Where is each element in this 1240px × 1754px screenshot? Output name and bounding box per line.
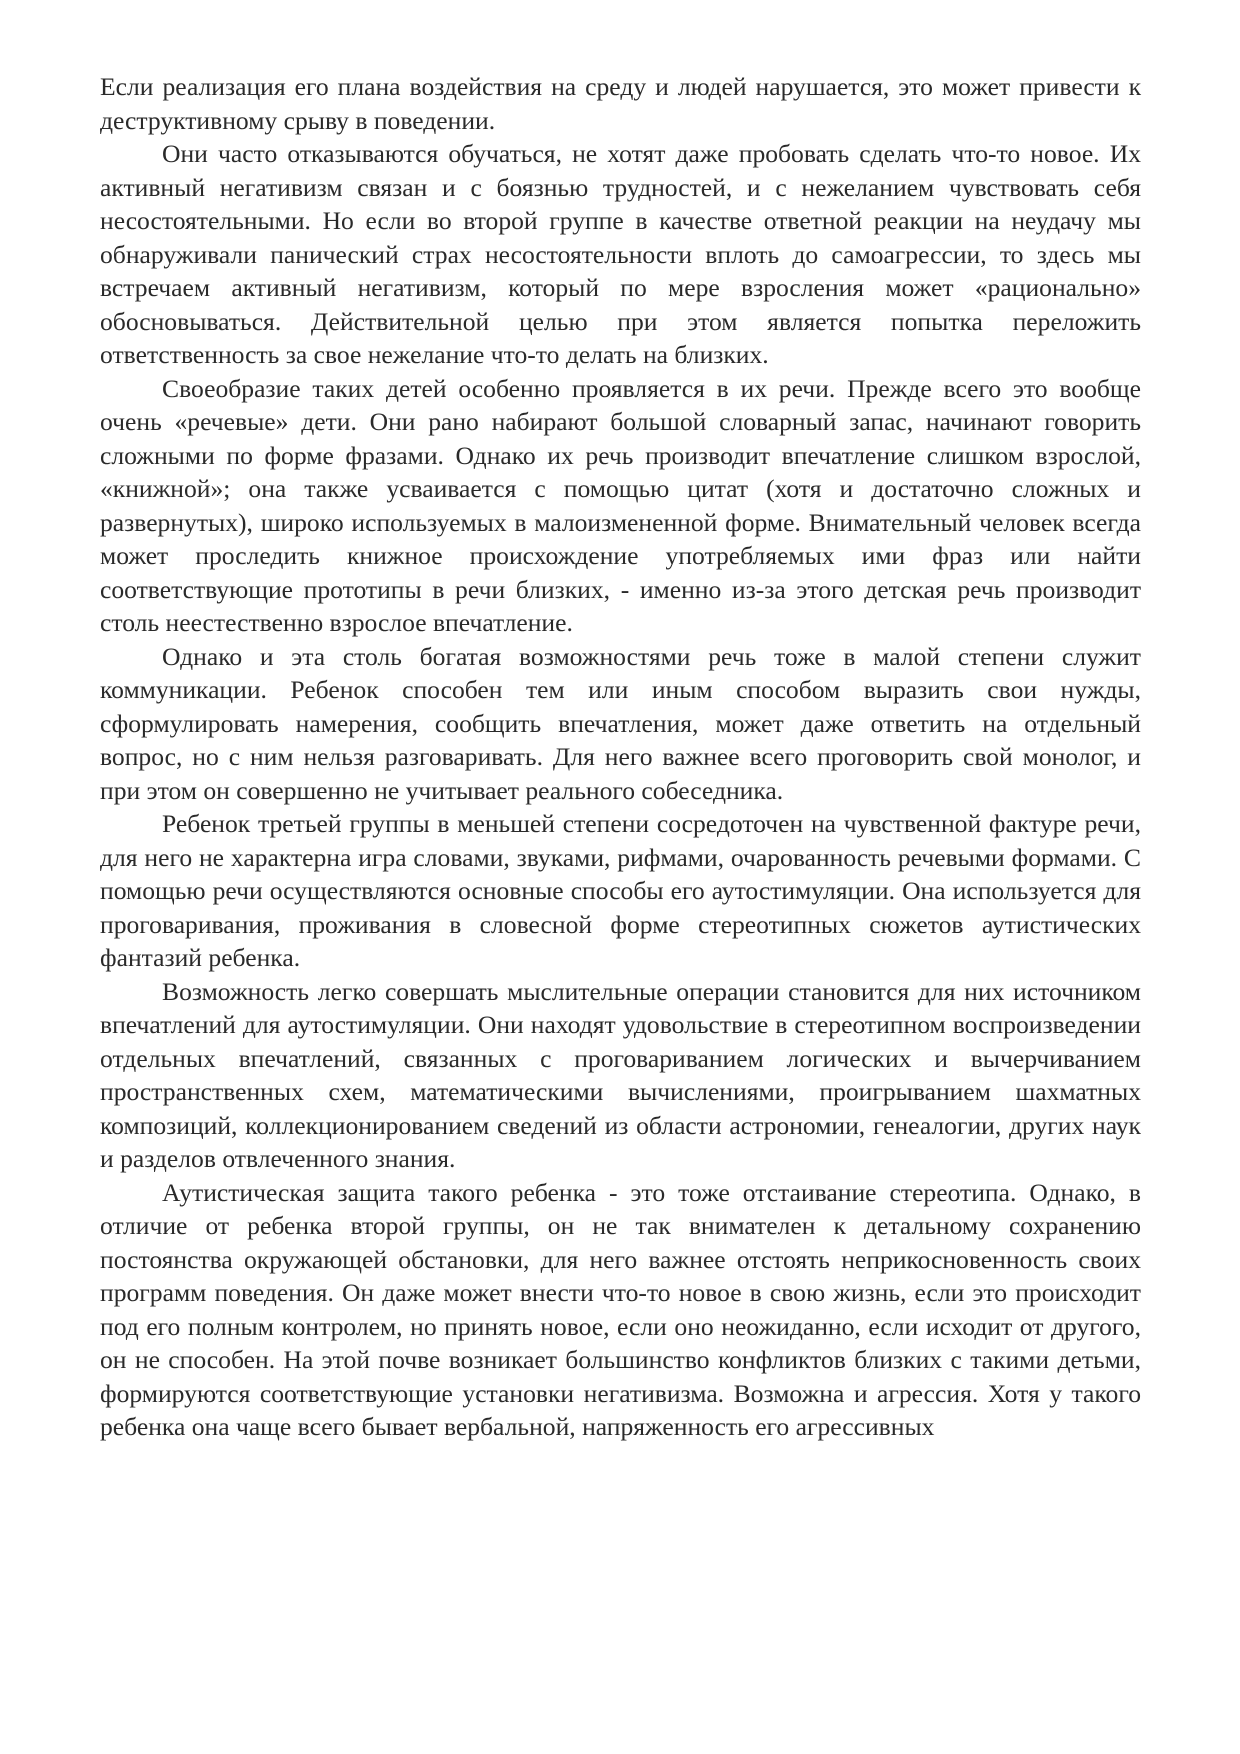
paragraph-2: Они часто отказываются обучаться, не хотят даже пробовать сделать что-то новое. Их активный негативизм связан и с боязнью трудностей, и с нежеланием чувствовать себя несостоятельными. Но если во второй группе в качестве ответной реакции на неудачу мы обнаруживали панический страх несостоятельности вплоть до самоагрессии, то здесь мы встречаем активный негативизм, который по мере взросления может «рационально» обосновываться. Действительной целью при этом является попытка переложить ответственность за свое нежелание что-то делать на близких. [100, 139, 1141, 369]
paragraph-1: Если реализация его плана воздействия на среду и людей нарушается, это может привести к деструктивному срыву в поведении. [100, 72, 1141, 135]
paragraph-4: Однако и эта столь богатая возможностями речь тоже в малой степени служит коммуникации. Ребенок способен тем или иным способом выразить свои нужды, сформулировать намерения, сообщить впечатления, может даже ответить на отдельный вопрос, но с ним нельзя разговаривать. Для него важнее всего проговорить свой монолог, и при этом он совершенно не учитывает реального собеседника. [100, 641, 1141, 805]
paragraph-5: Ребенок третьей группы в меньшей степени сосредоточен на чувственной фактуре речи, для него не характерна игра словами, звуками, рифмами, очарованность речевыми формами. С помощью речи осуществляются основные способы его аутостимуляции. Она используется для проговаривания, проживания в словесной форме стереотипных сюжетов аутистических фантазий ребенка. [100, 809, 1141, 972]
paragraph-3: Своеобразие таких детей особенно проявляется в их речи. Прежде всего это вообще очень «речевые» дети. Они рано набирают большой словарный запас, начинают говорить сложными по форме фразами. Однако их речь производит впечатление слишком взрослой, «книжной»; она также усваивается с помощью цитат (хотя и достаточно сложных и развернутых), широко используемых в малоизмененной форме. Внимательный человек всегда может проследить книжное происхождение употребляемых ими фраз или найти соответствующие прототипы в речи близких, - именно из-за этого детская речь производит столь неестественно взрослое впечатление. [100, 373, 1141, 637]
paragraph-7: Аутистическая защита такого ребенка - это тоже отстаивание стереотипа. Однако, в отличие от ребенка второй группы, он не так внимателен к детальному сохранению постоянства окружающей обстановки, для него важнее отстоять неприкосновенность своих программ поведения. Он даже может внести что-то новое в свою жизнь, если это происходит под его полным контролем, но принять новое, если оно неожиданно, если исходит от другого, он не способен. На этой почве возникает большинство конфликтов близких с такими детьми, формируются соответствующие установки негативизма. Возможна и агрессия. Хотя у такого ребенка она чаще всего бывает вербальной, напряженность его агрессивных [100, 1177, 1141, 1441]
document-page [100, 70, 1141, 1444]
paragraph-6: Возможность легко совершать мыслительные операции становится для них источником впечатлений для аутостимуляции. Они находят удовольствие в стереотипном воспроизведении отдельных впечатлений, связанных с проговариванием логических и вычерчиванием пространственных схем, математическими вычислениями, проигрыванием шахматных композиций, коллекционированием сведений из области астрономии, генеалогии, других наук и разделов отвлеченного знания. [100, 976, 1141, 1173]
